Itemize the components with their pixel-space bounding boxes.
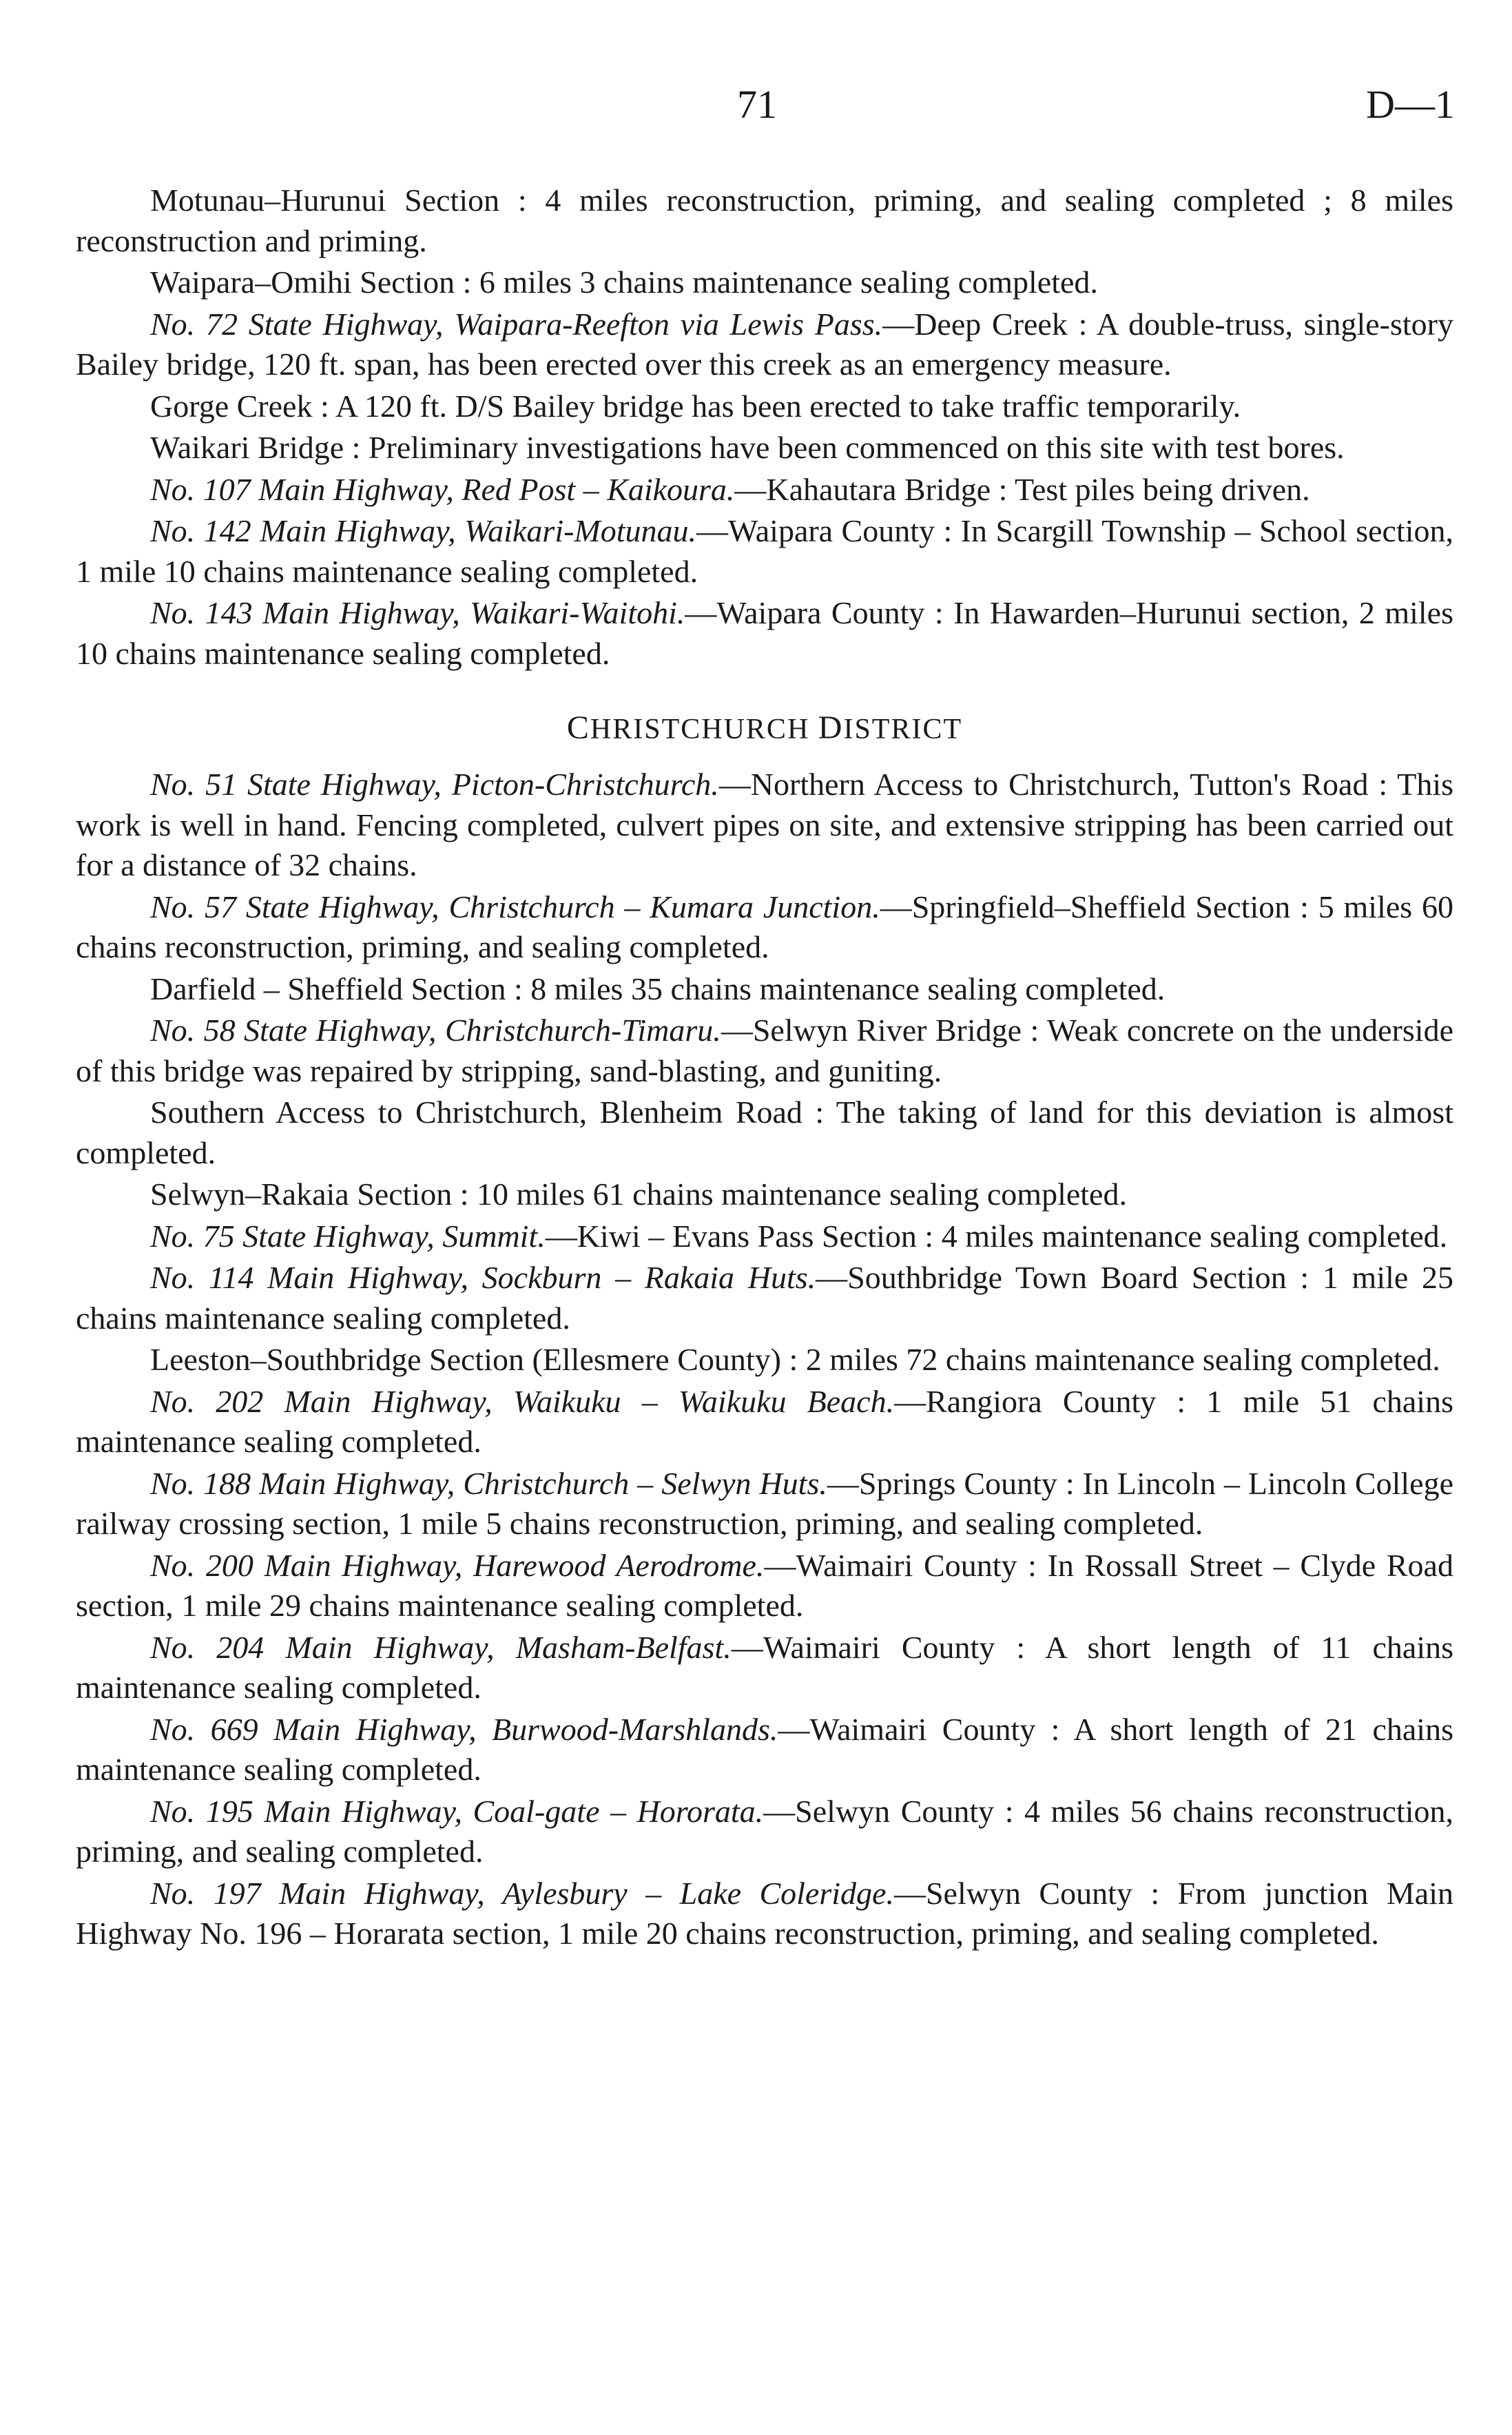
paragraph: No. 72 State Highway, Waipara-Reefton via Lewis Pass.—Deep Creek : A double-truss, single-story Bailey bridge, 120 ft. span, has been erected over this creek as an emergency measure. — [76, 306, 1453, 382]
paragraph: No. 57 State Highway, Christchurch – Kumara Junction.—Springfield–Sheffield Section : 5 miles 60 chains reconstruction, priming, and sealing completed. — [76, 889, 1453, 964]
paragraph: No. 188 Main Highway, Christchurch – Selwyn Huts.—Springs County : In Lincoln – Lincoln College railway crossing section, 1 mile 5 chains reconstruction, priming, and sealing completed. — [76, 1465, 1453, 1541]
paragraph: No. 669 Main Highway, Burwood-Marshlands.—Waimairi County : A short length of 21 chains maintenance sealing completed. — [76, 1711, 1453, 1787]
paragraph: Selwyn–Rakaia Section : 10 miles 61 chains maintenance sealing completed. — [150, 1177, 1127, 1212]
paragraph: No. 202 Main Highway, Waikuku – Waikuku Beach.—Rangiora County : 1 mile 51 chains maintenance sealing completed. — [76, 1383, 1453, 1459]
page-number: 71 — [737, 82, 777, 127]
paragraph: No. 114 Main Highway, Sockburn – Rakaia Huts.—Southbridge Town Board Section : 1 mile 25 chains maintenance sealing completed. — [76, 1260, 1454, 1336]
paragraph: No. 195 Main Highway, Coal-gate – Hororata.—Selwyn County : 4 miles 56 chains reconstruction, priming, and sealing completed. — [76, 1793, 1454, 1869]
paragraph: No. 58 State Highway, Christchurch-Timaru.—Selwyn River Bridge : Weak concrete on the underside of this bridge was repaired by stripping, sand-blasting, and guniting. — [76, 1013, 1454, 1088]
paragraph: Gorge Creek : A 120 ft. D/S Bailey bridge has been erected to take traffic temporarily. — [150, 388, 1241, 424]
paragraph: No. 200 Main Highway, Harewood Aerodrome.—Waimairi County : In Rossall Street – Clyde Road section, 1 mile 29 chains maintenance sealing completed. — [76, 1547, 1453, 1623]
paragraph: Waipara–Omihi Section : 6 miles 3 chains maintenance sealing completed. — [150, 265, 1098, 300]
paragraph: No. 143 Main Highway, Waikari-Waitohi.—Waipara County : In Hawarden–Hurunui section, 2 miles 10 chains maintenance sealing completed. — [76, 595, 1453, 671]
paragraph: Motunau–Hurunui Section : 4 miles reconstruction, priming, and sealing completed ; 8 miles reconstruction and priming. — [76, 183, 1453, 258]
paragraph: No. 75 State Highway, Summit.—Kiwi – Evans Pass Section : 4 miles maintenance sealing completed. — [150, 1218, 1448, 1254]
paragraph: No. 107 Main Highway, Red Post – Kaikoura.—Kahautara Bridge : Test piles being driven. — [150, 471, 1310, 507]
paragraph: Southern Access to Christchurch, Blenheim Road : The taking of land for this deviation is almost completed. — [76, 1095, 1453, 1170]
paragraph: No. 51 State Highway, Picton-Christchurch.—Northern Access to Christchurch, Tutton's Road : This work is well in hand. Fencing completed, culvert pipes on site, and extensive stripping has been carried out for a distance of 32 chains. — [76, 767, 1454, 882]
paragraph: No. 204 Main Highway, Masham-Belfast.—Waimairi County : A short length of 11 chains maintenance sealing completed. — [76, 1629, 1454, 1705]
paragraph: Waikari Bridge : Preliminary investigations have been commenced on this site with test bores. — [150, 430, 1345, 465]
document-body — [76, 180, 1453, 1956]
section-heading: CHRISTCHURCH DISTRICT — [566, 709, 963, 746]
paragraph: Leeston–Southbridge Section (Ellesmere County) : 2 miles 72 chains maintenance sealing completed. — [150, 1342, 1440, 1377]
paragraph: No. 142 Main Highway, Waikari-Motunau.—Waipara County : In Scargill Township – School section, 1 mile 10 chains maintenance sealing completed. — [76, 513, 1453, 589]
paragraph: No. 197 Main Highway, Aylesbury – Lake Coleridge.—Selwyn County : From junction Main Highway No. 196 – Horarata section, 1 mile 20 chains reconstruction, priming, and sealing completed. — [76, 1875, 1453, 1951]
page-header — [0, 81, 1512, 136]
paragraph: Darfield – Sheffield Section : 8 miles 35 chains maintenance sealing completed. — [150, 971, 1166, 1006]
document-code: D—1 — [1366, 82, 1455, 127]
